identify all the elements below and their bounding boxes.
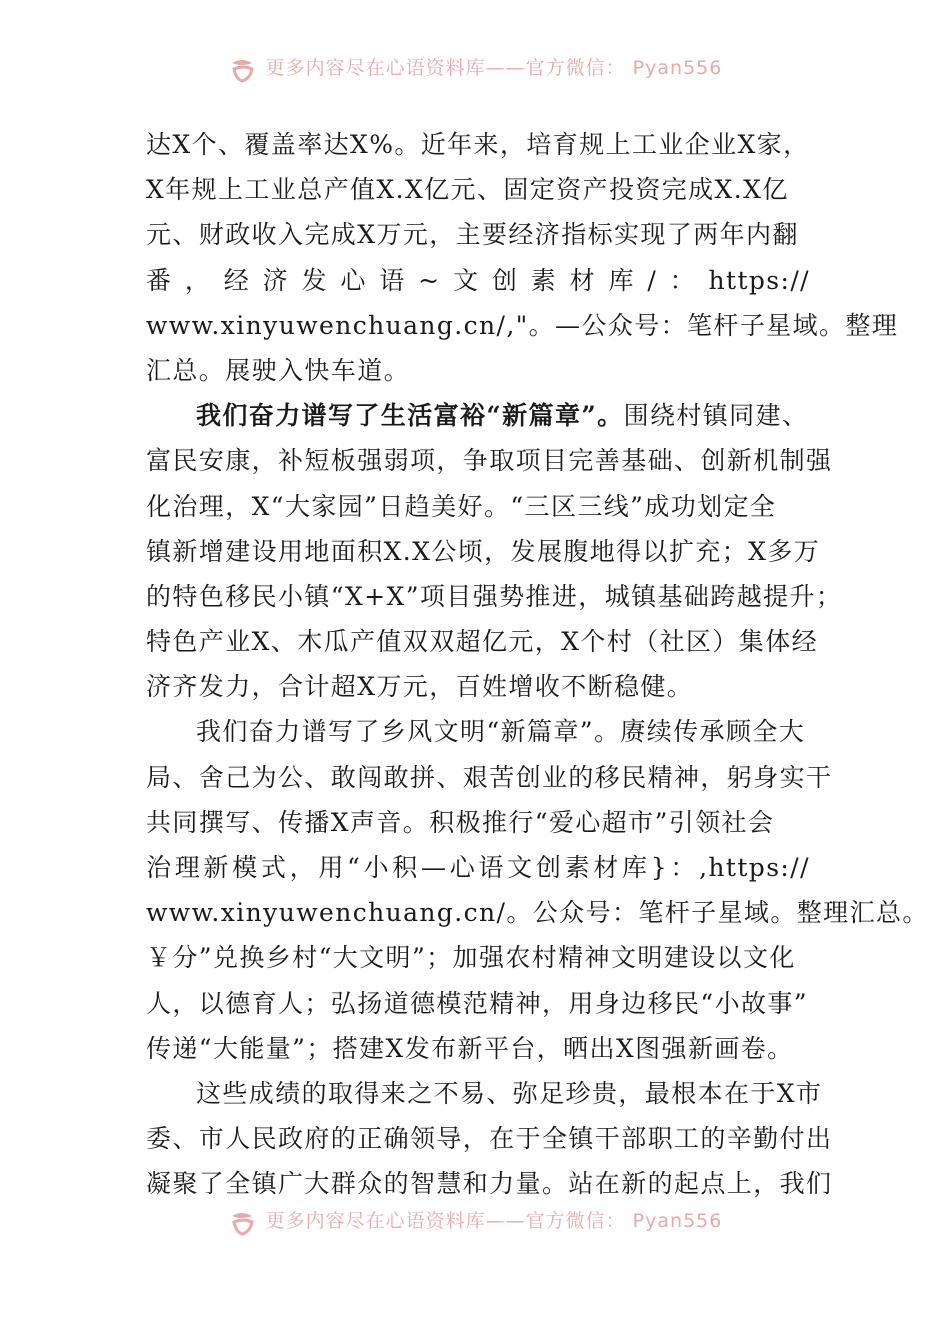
bold-heading: 我们奋力谱写了生活富裕“新篇章”。 (196, 401, 624, 431)
text-token: 心 (449, 853, 477, 882)
text-token: } (650, 853, 669, 882)
text-token: ,https:// (699, 853, 810, 882)
watermark-text: 更多内容尽在心语资料库——官方微信： Pyan556 (265, 56, 723, 79)
text-token: ： (669, 265, 697, 295)
text-line (146, 393, 810, 438)
text-token: 心 (340, 265, 367, 295)
line-text: 局、舍己为公、敢闯敢拼、艰苦创业的移民精神，躬身实干 (146, 762, 833, 792)
watermark-footer (0, 1208, 950, 1238)
text-token: — (420, 853, 448, 882)
text-line (146, 484, 810, 529)
document-body (146, 122, 929, 1207)
line-text: 我们奋力谱写了乡风文明“新篇章”。赓续传承顾全大 (196, 717, 806, 747)
text-token: ， (184, 265, 212, 295)
text-line (146, 935, 810, 980)
text-token: 模 (232, 853, 259, 882)
line-text: 传递“大能量”；搭建X发布新平台，晒出X图强新画卷。 (146, 1033, 794, 1063)
text-line (146, 212, 810, 257)
text-token: 材 (569, 265, 596, 295)
text-token: 理 (174, 853, 202, 882)
line-text: ￥分”兑换乡村“大文明”；加强农村精神文明建设以文化 (146, 943, 796, 973)
text-token: 发 (301, 265, 328, 295)
text-token: 经 (223, 265, 251, 295)
text-token: 文 (507, 853, 534, 882)
text-line (146, 303, 899, 348)
text-token: 创 (535, 853, 563, 882)
text-token: 材 (593, 853, 620, 882)
text-line (146, 981, 810, 1026)
text-line (146, 755, 833, 800)
text-line (146, 1116, 833, 1161)
text-token: 素 (530, 265, 558, 295)
line-text: X年规上工业总产值X.X亿元、固定资产投资完成X.X亿 (146, 175, 789, 205)
text-line (146, 348, 810, 393)
line-text: 围绕村镇同建、 (623, 401, 809, 431)
text-line (146, 800, 810, 845)
text-token: 库 (608, 265, 635, 295)
text-token: / (647, 265, 658, 295)
text-line (146, 258, 810, 303)
text-token: ： (670, 853, 697, 882)
text-line (146, 1071, 823, 1116)
text-line (146, 664, 810, 709)
text-token: “ (347, 853, 362, 882)
watermark-header (0, 55, 950, 85)
text-token: 创 (491, 265, 519, 295)
text-token: 治 (146, 853, 173, 882)
text-token: https:// (708, 265, 810, 295)
line-text: 凝聚了全镇广大群众的智慧和力量。站在新的起点上，我们 (146, 1169, 833, 1199)
text-token: 文 (452, 265, 480, 295)
paragraph (146, 122, 899, 393)
text-token: 式 (260, 853, 288, 882)
text-line (146, 1161, 833, 1206)
line-text: 人，以德育人；弘扬道德模范精神，用身边移民“小故事” (146, 988, 808, 1018)
line-text: 委、市人民政府的正确领导，在于全镇干部职工的辛勤付出 (146, 1124, 833, 1154)
text-token: 用 (318, 853, 345, 882)
line-text: 这些成绩的取得来之不易、弥足珍贵，最根本在于X市 (196, 1078, 823, 1108)
text-line (146, 619, 818, 664)
logo-icon (228, 1210, 258, 1236)
text-line (146, 845, 810, 890)
text-token: 语 (478, 853, 505, 882)
text-token: ~ (418, 265, 441, 295)
text-token: 济 (262, 265, 290, 295)
text-line (146, 574, 843, 619)
line-text: 济齐发力，合计超X万元，百姓增收不断稳健。 (146, 672, 694, 702)
line-text: 汇总。展驶入快车道。 (146, 355, 411, 385)
text-token: 新 (203, 853, 230, 882)
line-text: 特色产业X、木瓜产值双双超亿元，X个村（社区）集体经 (146, 627, 818, 657)
line-text: 的特色移民小镇“X+X”项目强势推进，城镇基础跨越提升； (146, 581, 843, 611)
text-line (146, 438, 833, 483)
text-line (146, 167, 810, 212)
paragraph (146, 1071, 833, 1207)
text-token: 语 (379, 265, 406, 295)
text-line (146, 1026, 810, 1071)
line-text: www.xinyuwenchuang.cn/。公众号：笔杆子星域。整理汇总。 (146, 898, 929, 928)
paragraph (146, 393, 843, 709)
text-line (146, 890, 929, 935)
text-line (146, 122, 810, 167)
text-token: 小 (363, 853, 390, 882)
paragraph (146, 709, 929, 1071)
line-text: 镇新增建设用地面积X.X公顷，发展腹地得以扩充；X多万 (146, 536, 821, 566)
text-token: 素 (564, 853, 591, 882)
line-text: 化治理，X“大家园”日趋美好。“三区三线”成功划定全 (146, 491, 777, 521)
text-token: 积 (392, 853, 419, 882)
line-text: 共同撰写、传播X声音。积极推行“爱心超市”引领社会 (146, 807, 775, 837)
text-token: ， (289, 853, 316, 882)
line-text: 元、财政收入完成X万元，主要经济指标实现了两年内翻 (146, 220, 799, 250)
text-line (146, 709, 810, 754)
line-text: www.xinyuwenchuang.cn/,"。—公众号：笔杆子星域。整理 (146, 310, 899, 340)
line-text: 富民安康，补短板强弱项，争取项目完善基础、创新机制强 (146, 446, 833, 476)
logo-icon (228, 57, 258, 83)
text-token: 库 (622, 853, 649, 882)
line-text: 达X个、覆盖率达X%。近年来，培育规上工业企业X家， (146, 130, 810, 159)
text-line (146, 529, 821, 574)
text-token: 番 (146, 265, 173, 295)
watermark-text: 更多内容尽在心语资料库——官方微信： Pyan556 (265, 1209, 723, 1232)
